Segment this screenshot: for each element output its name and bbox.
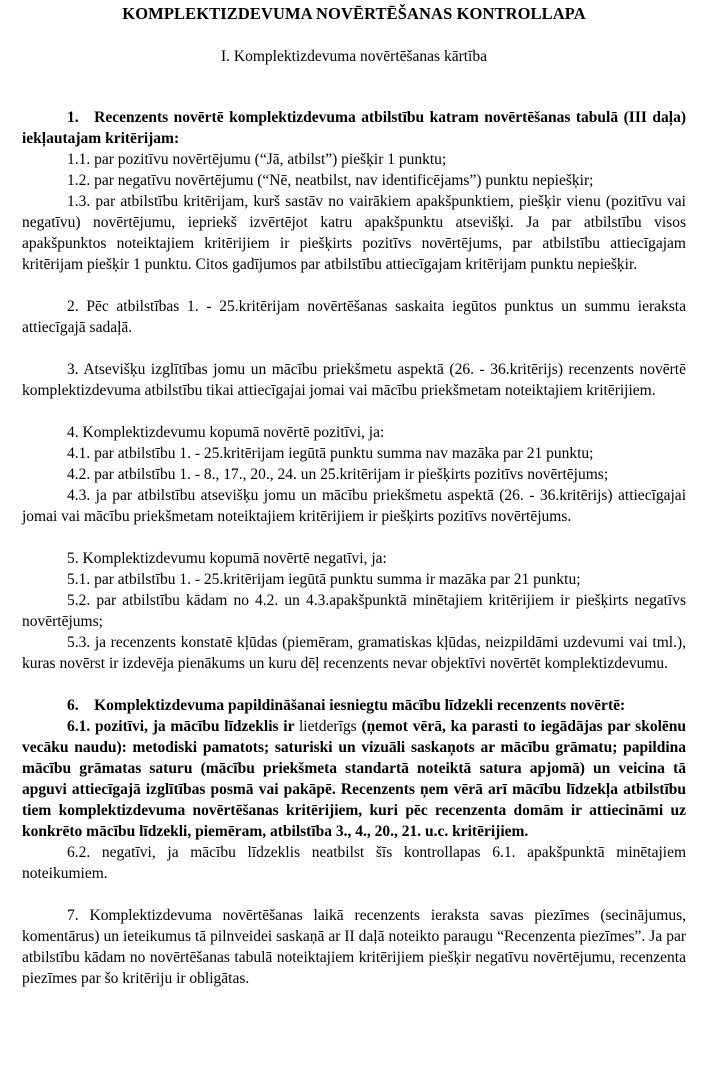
paragraph-4: 4. Komplektizdevumu kopumā novērtē pozitīvi, ja:	[67, 424, 385, 441]
paragraph-3: 3. Atsevišķu izglītības jomu un mācību priekšmetu aspektā (26. - 36.kritērijs) recenzents novērtē komplektizdevuma atbilstību tikai attiecīgajai jomai vai mācību priekšmetam noteiktajiem kritērijiem.	[22, 361, 686, 399]
paragraph-1-2: 1.2. par negatīvu novērtējumu (“Nē, neatbilst, nav identificējams”) punktu nepiešķir;	[67, 172, 594, 189]
paragraph-4-2: 4.2. par atbilstību 1. - 8., 17., 20., 24. un 25.kritērijam ir piešķirts pozitīvs novērtējums;	[67, 466, 609, 483]
paragraph-4-3: 4.3. ja par atbilstību atsevišķu jomu un mācību priekšmetu aspektā (26. - 36.kritērijs) attiecīgajai jomai vai mācību priekšmetam noteiktajiem kritērijiem ir piešķirts pozitīvs novērtējums.	[22, 487, 686, 525]
page-title: KOMPLEKTIZDEVUMA NOVĒRTĒŠANAS KONTROLLAPA	[122, 4, 586, 23]
paragraph-7: 7. Komplektizdevuma novērtēšanas laikā recenzents ieraksta savas piezīmes (secinājumus, komentārus) un ieteikumus tā pilnveidei saskaņā ar II daļā noteikto paraugu “Recenzenta piezīmes”. Ja par atbilstību kādam no novērtēšanas tabulā noteiktajiem kritērijiem piešķir negatīvu novērtējumu, recenzenta piezīmes par šo kritēriju ir obligātas.	[22, 907, 686, 987]
paragraph-6-1	[22, 716, 686, 842]
title-spacer	[22, 67, 686, 86]
paragraph-6-2: 6.2. negatīvi, ja mācību līdzeklis neatbilst šīs kontrollapas 6.1. apakšpunktā minētajiem noteikumiem.	[22, 844, 686, 882]
paragraph-2: 2. Pēc atbilstības 1. - 25.kritērijam novērtēšanas saskaita iegūtos punktus un summu ieraksta attiecīgajā sadaļā.	[22, 298, 686, 336]
paragraph-6-1-text-after: (ņemot vērā, ka parasti to iegādājas par skolēnu vecāku naudu): metodiski pamatots; saturiski un vizuāli saskaņots ar mācību grāmatu; papildina mācību grāmatas saturu (mācību priekšmeta standartā noteiktā satura apjomā) un veicina tā apguvi attiecīgajā izglītības posmā vai pakāpē. Recenzents ņem vērā arī mācību līdzekļa atbilstību tiem komplektizdevuma novērtēšanas kritērijiem, kuri pēc recenzenta domām ir attiecināmi uz konkrēto mācību līdzekli, piemēram, atbilstība 3., 4., 20., 21. u.c. kritērijiem.	[22, 718, 687, 840]
paragraph-1: 1. Recenzents novērtē komplektizdevuma atbilstību katram novērtēšanas tabulā (III daļa) iekļautajam kritērijam:	[22, 109, 686, 147]
paragraph-1-1: 1.1. par pozitīvu novērtējumu (“Jā, atbilst”) piešķir 1 punktu;	[67, 151, 447, 168]
document-subtitle: I. Komplektizdevuma novērtēšanas kārtība	[221, 48, 487, 65]
paragraph-5: 5. Komplektizdevumu kopumā novērtē negatīvi, ja:	[67, 550, 387, 567]
paragraph-6: 6. Komplektizdevuma papildināšanai iesniegtu mācību līdzekli recenzents novērtē:	[67, 697, 626, 714]
paragraph-4-1: 4.1. par atbilstību 1. - 25.kritērijam iegūtā punktu summa nav mazāka par 21 punktu;	[67, 445, 594, 462]
paragraph-1-3: 1.3. par atbilstību kritērijam, kurš sastāv no vairākiem apakšpunktiem, piešķir vienu (pozitīvu vai negatīvu) novērtējumu, iepriekš izvērtējot katru apakšpunktu atsevišķi. Ja par atbilstību visos apakšpunktos noteiktajiem kritērijiem ir piešķirts pozitīvs novērtējums, par atbilstību attiecīgajam kritērijam piešķir 1 punktu. Citos gadījumos par atbilstību attiecīgajam kritērijam punktu nepiešķir.	[22, 193, 686, 273]
paragraph-5-1: 5.1. par atbilstību 1. - 25.kritērijam iegūtā punktu summa ir mazāka par 21 punktu;	[67, 571, 581, 588]
paragraph-6-1-emphasis-regular: lietderīgs	[298, 718, 357, 735]
paragraph-6-1-text-before: 6.1. pozitīvi, ja mācību līdzeklis ir	[67, 718, 299, 735]
paragraph-5-3: 5.3. ja recenzents konstatē kļūdas (piemēram, gramatiskas kļūdas, neizpildāmi uzdevumi vai tml.), kuras novērst ir izdevēja pienākums un kuru dēļ recenzents nevar objektīvi novērtēt komplektizdevumu.	[22, 634, 686, 672]
paragraph-5-2: 5.2. par atbilstību kādam no 4.2. un 4.3.apakšpunktā minētajiem kritērijiem ir piešķirts negatīvs novērtējums;	[22, 592, 686, 630]
